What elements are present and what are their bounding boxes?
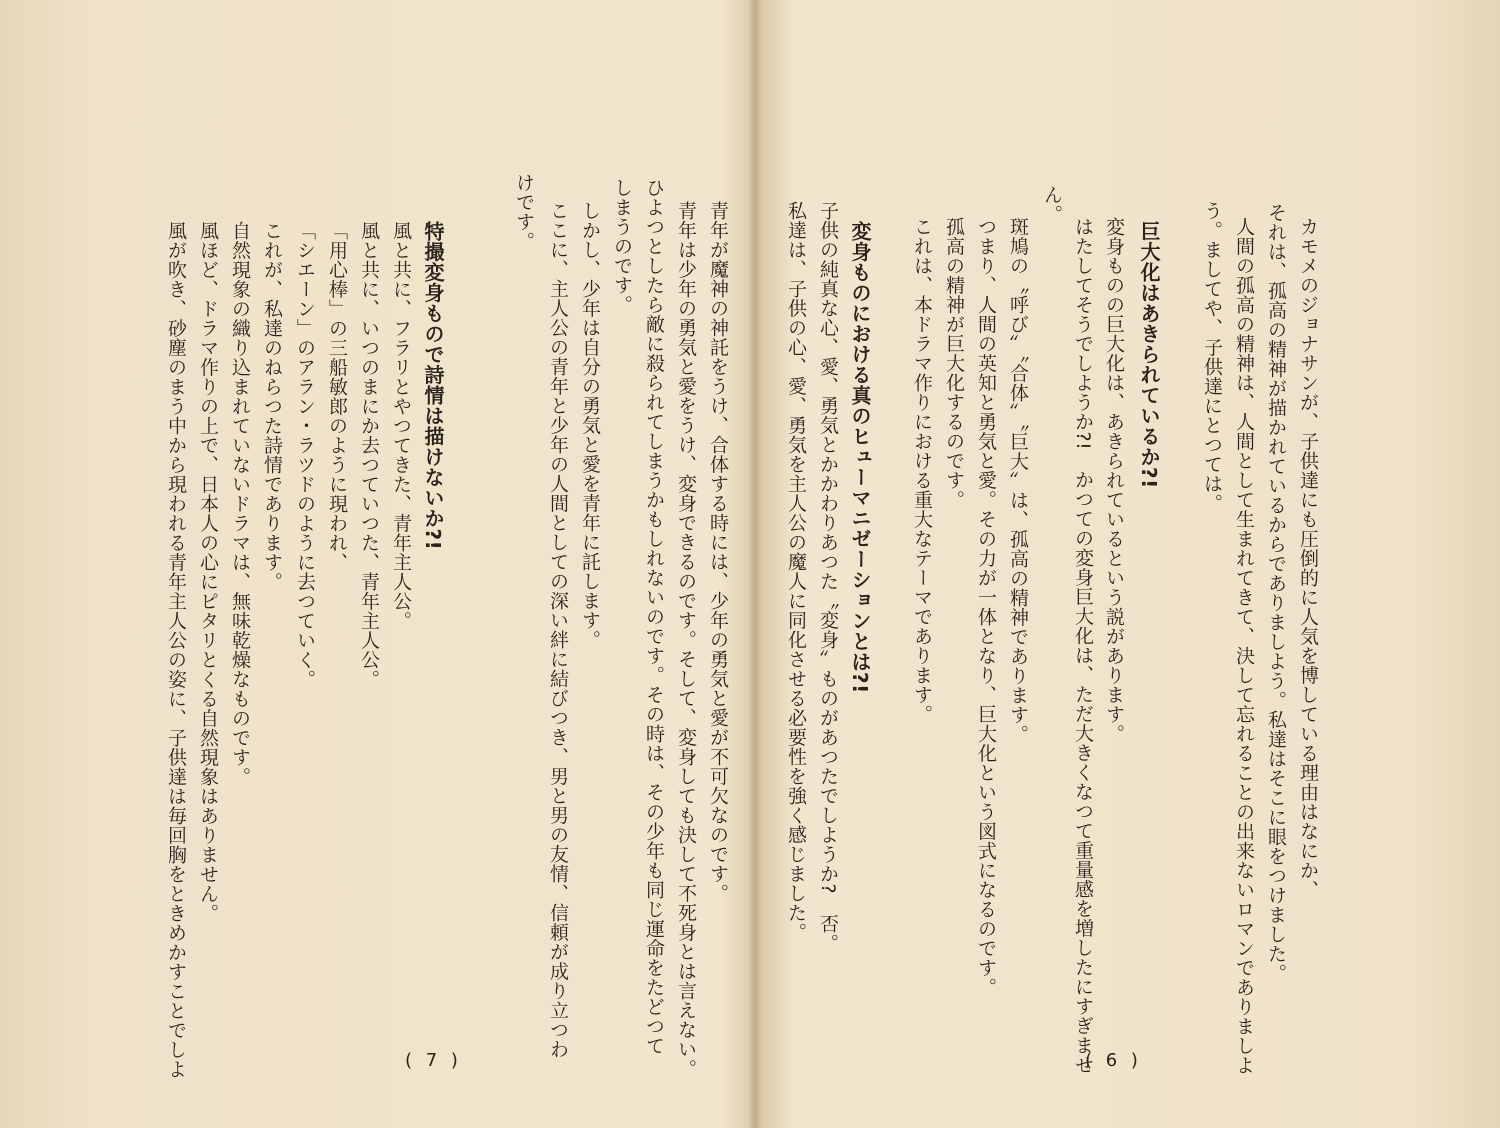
text-line: しまうのです。 <box>611 178 633 315</box>
text-line: 子供の純真な心、愛、勇気とかかわりあつた〝変身〟ものがあつたでしようか? 否。 <box>817 201 839 953</box>
text-line: しかし、少年は自分の勇気と愛を青年に託します。 <box>579 201 601 650</box>
text-line: 「シエーン」のアラン・ラツドのように去つていく。 <box>294 221 316 689</box>
page-number: ( 7 ) <box>405 1050 462 1071</box>
text-line: 青年が魔神の神託をうけ、合体する時には、少年の勇気と愛が不可欠なのです。 <box>707 201 729 903</box>
text-line: つまり、人間の英知と勇気と愛。その力が一体となり、巨大化という図式になるのです。 <box>975 217 997 997</box>
text-line: 人間の孤高の精神は、人間として生まれてきて、決して忘れることの出来ないロマンでありましよ <box>1233 217 1255 1075</box>
text-line: これが、私達のねらつた詩情であります。 <box>261 221 283 592</box>
page-6 <box>750 0 1500 1128</box>
text-line: 自然現象の織り込まれていないドラマは、無味乾燥なものです。 <box>229 221 251 787</box>
section-heading: 変身ものにおける真のヒューマニゼーションとは?! <box>848 221 872 694</box>
text-line: 風と共に、フラリとやつてきた、青年主人公。 <box>390 221 412 631</box>
text-line: ここに、主人公の青年と少年の人間としての深い絆に結びつき、男と男の友情、信頼が成り立つわ <box>547 201 569 1059</box>
text-line: けです。 <box>513 173 535 251</box>
text-line: う。ましてや、子供達にとつては。 <box>1201 201 1223 513</box>
text-line: 変身ものの巨大化は、あきられているという説があります。 <box>1103 217 1125 744</box>
text-line: 風が吹き、砂塵のまう中から現われる青年主人公の姿に、子供達は毎回胸をときめかすことでしよ <box>165 221 187 1079</box>
text-line: それは、孤高の精神が描かれているからでありましよう。私達はそこに眼をつけました。 <box>1265 203 1287 983</box>
section-heading: 特撮変身もので詩情は描けないか?! <box>421 221 445 551</box>
text-line: 斑鳩の〝呼び〟〝合体〟〝巨大〟は、孤高の精神であります。 <box>1007 217 1029 744</box>
text-line: 私達は、子供の心、愛、勇気を主人公の魔人に同化させる必要性を強く感じました。 <box>785 201 807 942</box>
text-line: ん。 <box>1041 185 1063 224</box>
page-number: ( 6 ) <box>1085 1050 1142 1071</box>
text-line: これは、本ドラマ作りにおける重大なテーマであります。 <box>911 217 933 724</box>
text-line: 「用心棒」の三船敏郎のように現われ、 <box>326 221 348 572</box>
text-line: はたしてそうでしようか?! かつての変身巨大化は、ただ大きくなつて重量感を増したにすぎませ <box>1072 217 1094 1075</box>
text-line: カモメのジョナサンが、子供達にも圧倒的に人気を博している理由はなにか、 <box>1297 217 1319 900</box>
text-line: 風と共に、いつのまにか去つていつた、青年主人公。 <box>358 221 380 689</box>
text-line: 青年は少年の勇気と愛をうけ、変身できるのです。そして、変身しても決して不死身とは言えない。 <box>675 201 697 1079</box>
text-line: ひよつとしたら敵に殺られてしまうかもしれないのです。その時は、その少年も同じ運命をたどつて <box>643 178 665 1056</box>
text-line: 風ほど、ドラマ作りの上で、日本人の心にピタリとくる自然現象はありません。 <box>197 221 219 923</box>
text-line: 孤高の精神が巨大化するのです。 <box>943 217 965 510</box>
section-heading: 巨大化はあきられているか?! <box>1137 221 1161 489</box>
